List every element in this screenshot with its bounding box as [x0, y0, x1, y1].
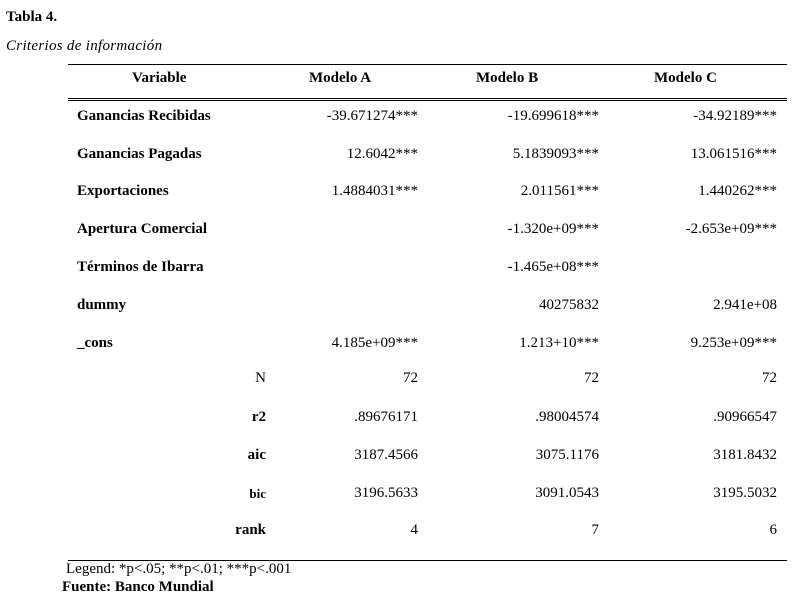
row-label: Exportaciones: [77, 183, 169, 199]
top-rule: [68, 64, 787, 65]
cell-model-b: .98004574: [535, 409, 599, 425]
cell-model-a: .89676171: [354, 409, 418, 425]
cell-model-c: 6: [769, 522, 777, 538]
header-rule-lower: [68, 100, 787, 101]
header-row: [0, 70, 800, 90]
table-row: [0, 146, 800, 168]
cell-model-a: 1.4884031***: [331, 183, 418, 199]
row-label: Términos de Ibarra: [77, 259, 204, 275]
stat-label: r2: [251, 409, 266, 425]
stats-row: [0, 522, 800, 544]
cell-model-b: 72: [584, 370, 599, 386]
cell-model-c: .90966547: [713, 409, 777, 425]
row-label: _cons: [77, 335, 113, 351]
table-row: [0, 335, 800, 357]
table-row: [0, 108, 800, 130]
cell-model-a: 4: [410, 522, 418, 538]
cell-model-a: -39.671274***: [326, 108, 418, 124]
stat-label: rank: [235, 522, 266, 538]
stat-label: aic: [247, 447, 266, 463]
stats-row: [0, 485, 800, 507]
cell-model-b: 5.1839093***: [512, 146, 599, 162]
source-note: Fuente: Banco Mundial: [62, 579, 214, 595]
cell-model-b: 2.011561***: [520, 183, 599, 199]
cell-model-b: -1.320e+09***: [507, 221, 599, 237]
cell-model-c: 3181.8432: [713, 447, 777, 463]
table-row: [0, 297, 800, 319]
header-model-a: Modelo A: [309, 70, 372, 86]
stat-label: bic: [249, 486, 266, 501]
cell-model-a: 3187.4566: [354, 447, 418, 463]
cell-model-b: -19.699618***: [507, 108, 599, 124]
cell-model-a: 3196.5633: [354, 485, 418, 501]
cell-model-c: 9.253e+09***: [690, 335, 777, 351]
table-subtitle: Criterios de información: [6, 38, 163, 54]
cell-model-c: -34.92189***: [693, 108, 777, 124]
table-row: [0, 183, 800, 205]
cell-model-c: 13.061516***: [690, 146, 777, 162]
row-label: Ganancias Pagadas: [77, 146, 202, 162]
cell-model-b: 3091.0543: [535, 485, 599, 501]
row-label: dummy: [77, 297, 127, 313]
stats-row: [0, 447, 800, 469]
header-model-b: Modelo B: [476, 70, 539, 86]
cell-model-b: 3075.1176: [535, 447, 599, 463]
cell-model-b: -1.465e+08***: [507, 259, 599, 275]
significance-legend: Legend: *p<.05; **p<.01; ***p<.001: [66, 561, 292, 577]
cell-model-b: 40275832: [539, 297, 599, 313]
cell-model-b: 1.213+10***: [519, 335, 599, 351]
header-variable: Variable: [132, 70, 187, 86]
cell-model-c: 2.941e+08: [713, 297, 777, 313]
cell-model-c: 72: [762, 370, 777, 386]
cell-model-c: 1.440262***: [698, 183, 777, 199]
cell-model-a: 4.185e+09***: [331, 335, 418, 351]
stats-row: [0, 370, 800, 392]
cell-model-c: -2.653e+09***: [685, 221, 777, 237]
table-row: [0, 221, 800, 243]
header-rule-upper: [68, 98, 787, 99]
cell-model-a: 12.6042***: [346, 146, 418, 162]
table-row: [0, 259, 800, 281]
row-label: Apertura Comercial: [77, 221, 208, 237]
table-title: Tabla 4.: [6, 9, 58, 25]
cell-model-b: 7: [591, 522, 599, 538]
cell-model-a: 72: [403, 370, 418, 386]
stat-label: N: [255, 370, 266, 386]
stats-row: [0, 409, 800, 431]
row-label: Ganancias Recibidas: [77, 108, 211, 124]
header-model-c: Modelo C: [654, 70, 717, 86]
cell-model-c: 3195.5032: [713, 485, 777, 501]
